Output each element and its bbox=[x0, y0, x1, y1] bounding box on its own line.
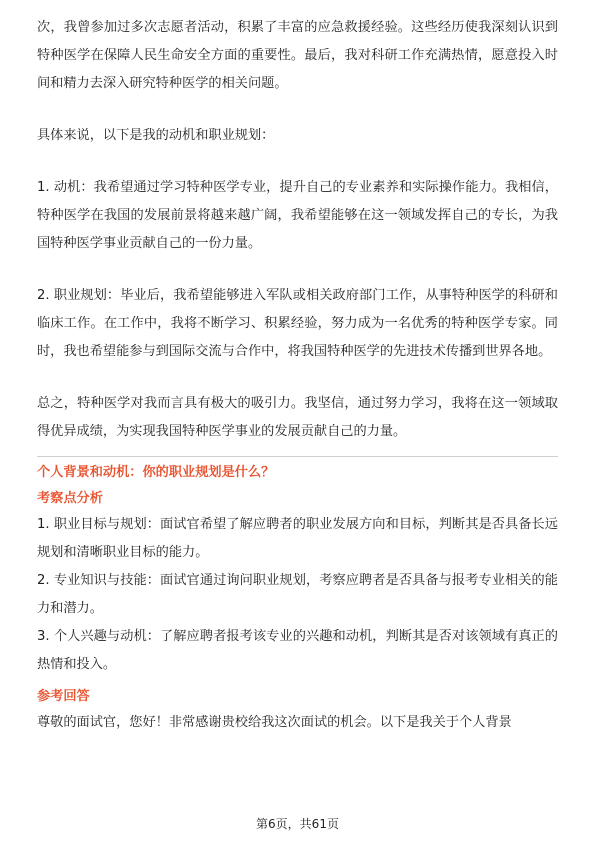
analysis-item: 1. 职业目标与规划：面试官希望了解应聘者的职业发展方向和目标，判断其是否具备长远规划和清晰职业目标的能力。 bbox=[37, 517, 558, 560]
answer-paragraph: 尊敬的面试官，您好！非常感谢贵校给我这次面试的机会。以下是我关于个人背景 bbox=[37, 715, 512, 730]
analysis-heading: 考察点分析 bbox=[37, 491, 103, 506]
body-paragraph: 具体来说，以下是我的动机和职业规划： bbox=[37, 128, 275, 143]
analysis-item: 2. 专业知识与技能：面试官通过询问职业规划，考察应聘者是否具备与报考专业相关的能力和潜力。 bbox=[37, 573, 558, 616]
answer-heading: 参考回答 bbox=[37, 689, 90, 704]
body-paragraph: 总之，特种医学对我而言具有极大的吸引力。我坚信，通过努力学习，我将在这一领域取得优异成绩，为实现我国特种医学事业的发展贡献自己的力量。 bbox=[37, 396, 558, 439]
section-divider bbox=[37, 456, 558, 457]
body-paragraph: 1. 动机：我希望通过学习特种医学专业，提升自己的专业素养和实际操作能力。我相信，特种医学在我国的发展前景将越来越广阔，我希望能够在这一领域发挥自己的专长，为我国特种医学事业贡献自己的一份力量。 bbox=[37, 180, 558, 251]
analysis-item: 3. 个人兴趣与动机：了解应聘者报考该专业的兴趣和动机，判断其是否对该领域有真正的热情和投入。 bbox=[37, 629, 558, 672]
document-page bbox=[37, 14, 558, 737]
body-paragraph: 次，我曾参加过多次志愿者活动，积累了丰富的应急救援经验。这些经历使我深刻认识到特种医学在保障人民生命安全方面的重要性。最后，我对科研工作充满热情，愿意投入时间和精力去深入研究特种医学的相关问题。 bbox=[37, 20, 558, 91]
page-footer: 第6页，共61页 bbox=[256, 817, 339, 831]
body-paragraph: 2. 职业规划：毕业后，我希望能够进入军队或相关政府部门工作，从事特种医学的科研和临床工作。在工作中，我将不断学习、积累经验，努力成为一名优秀的特种医学专家。同时，我也希望能参与到国际交流与合作中，将我国特种医学的先进技术传播到世界各地。 bbox=[37, 288, 558, 359]
question-heading: 个人背景和动机：你的职业规划是什么？ bbox=[37, 465, 275, 480]
